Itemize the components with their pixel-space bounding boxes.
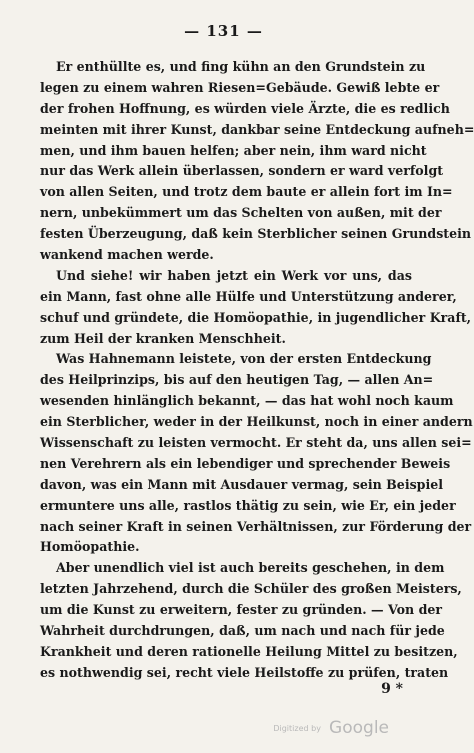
paragraph-4 <box>40 558 462 683</box>
text-line: Homöopathie. <box>40 539 140 555</box>
google-logo-text: Google <box>329 718 389 738</box>
text-line: ein Mann, fast ohne alle Hülfe und Unterstützung anderer, <box>40 288 457 304</box>
text-line: der frohen Hoffnung, es würden viele Ärzte, die es redlich <box>40 100 450 116</box>
text-line: ein Sterblicher, weder in der Heilkunst, noch in einer andern <box>40 414 473 430</box>
text-line: meinten mit ihrer Kunst, dankbar seine Entdeckung aufneh= <box>40 121 474 137</box>
text-line: letzten Jahrzehend, durch die Schüler des großen Meisters, <box>40 581 462 597</box>
text-line: Er enthüllte es, und fing kühn an den Grundstein zu <box>56 59 426 74</box>
signature-mark: 9 * <box>381 681 403 697</box>
digitized-by-google-watermark <box>273 718 389 738</box>
text-line: Krankheit und deren rationelle Heilung Mittel zu besitzen, <box>40 643 458 659</box>
paragraph-1 <box>40 57 474 266</box>
text-line: des Heilprinzips, bis auf den heutigen Tag, — allen An= <box>40 372 434 388</box>
text-line: davon, was ein Mann mit Ausdauer vermag, sein Beispiel <box>40 476 444 492</box>
body-text <box>40 57 474 684</box>
paragraph-2 <box>40 266 472 350</box>
page-number: — 131 — <box>184 22 263 40</box>
text-line: wankend machen werde. <box>40 247 214 263</box>
text-line: legen zu einem wahren Riesen=Gebäude. Gewiß lebte er <box>40 79 440 95</box>
text-line: Was Hahnemann leistete, von der ersten Entdeckung <box>56 351 432 367</box>
text-line: um die Kunst zu erweitern, fester zu gründen. — Von der <box>40 602 443 618</box>
text-line: Wahrheit durchdrungen, daß, um nach und nach für jede <box>40 623 445 639</box>
text-line: men, und ihm bauen helfen; aber nein, ihm ward nicht <box>40 142 427 158</box>
text-line: nern, unbekümmert um das Schelten von außen, mit der <box>40 205 442 221</box>
text-line: schuf und gründete, die Homöopathie, in jugendlicher Kraft, <box>40 309 472 325</box>
text-line: ermuntere uns alle, rastlos thätig zu sein, wie Er, ein jeder <box>40 497 456 513</box>
text-line: nen Verehrern als ein lebendiger und sprechender Beweis <box>40 455 451 471</box>
text-line: Wissenschaft zu leisten vermocht. Er steht da, uns allen sei= <box>40 435 472 451</box>
text-line: Und siehe! wir haben jetzt ein Werk vor uns, das <box>56 267 412 283</box>
text-line: Aber unendlich viel ist auch bereits geschehen, in dem <box>56 560 445 576</box>
watermark-prefix: Digitized by <box>273 724 321 733</box>
text-line: nach seiner Kraft in seinen Verhältnissen, zur Förderung der <box>40 518 472 534</box>
text-line: von allen Seiten, und trotz dem baute er allein fort im In= <box>40 184 453 200</box>
paragraph-3 <box>40 349 473 558</box>
text-line: zum Heil der kranken Menschheit. <box>40 330 286 346</box>
text-line: wesenden hinlänglich bekannt, — das hat wohl noch kaum <box>40 393 454 409</box>
text-line: nur das Werk allein überlassen, sondern er ward verfolgt <box>40 163 444 179</box>
text-line: es nothwendig sei, recht viele Heilstoffe zu prüfen, traten <box>40 664 449 680</box>
text-line: festen Überzeugung, daß kein Sterblicher seinen Grundstein <box>40 226 472 242</box>
